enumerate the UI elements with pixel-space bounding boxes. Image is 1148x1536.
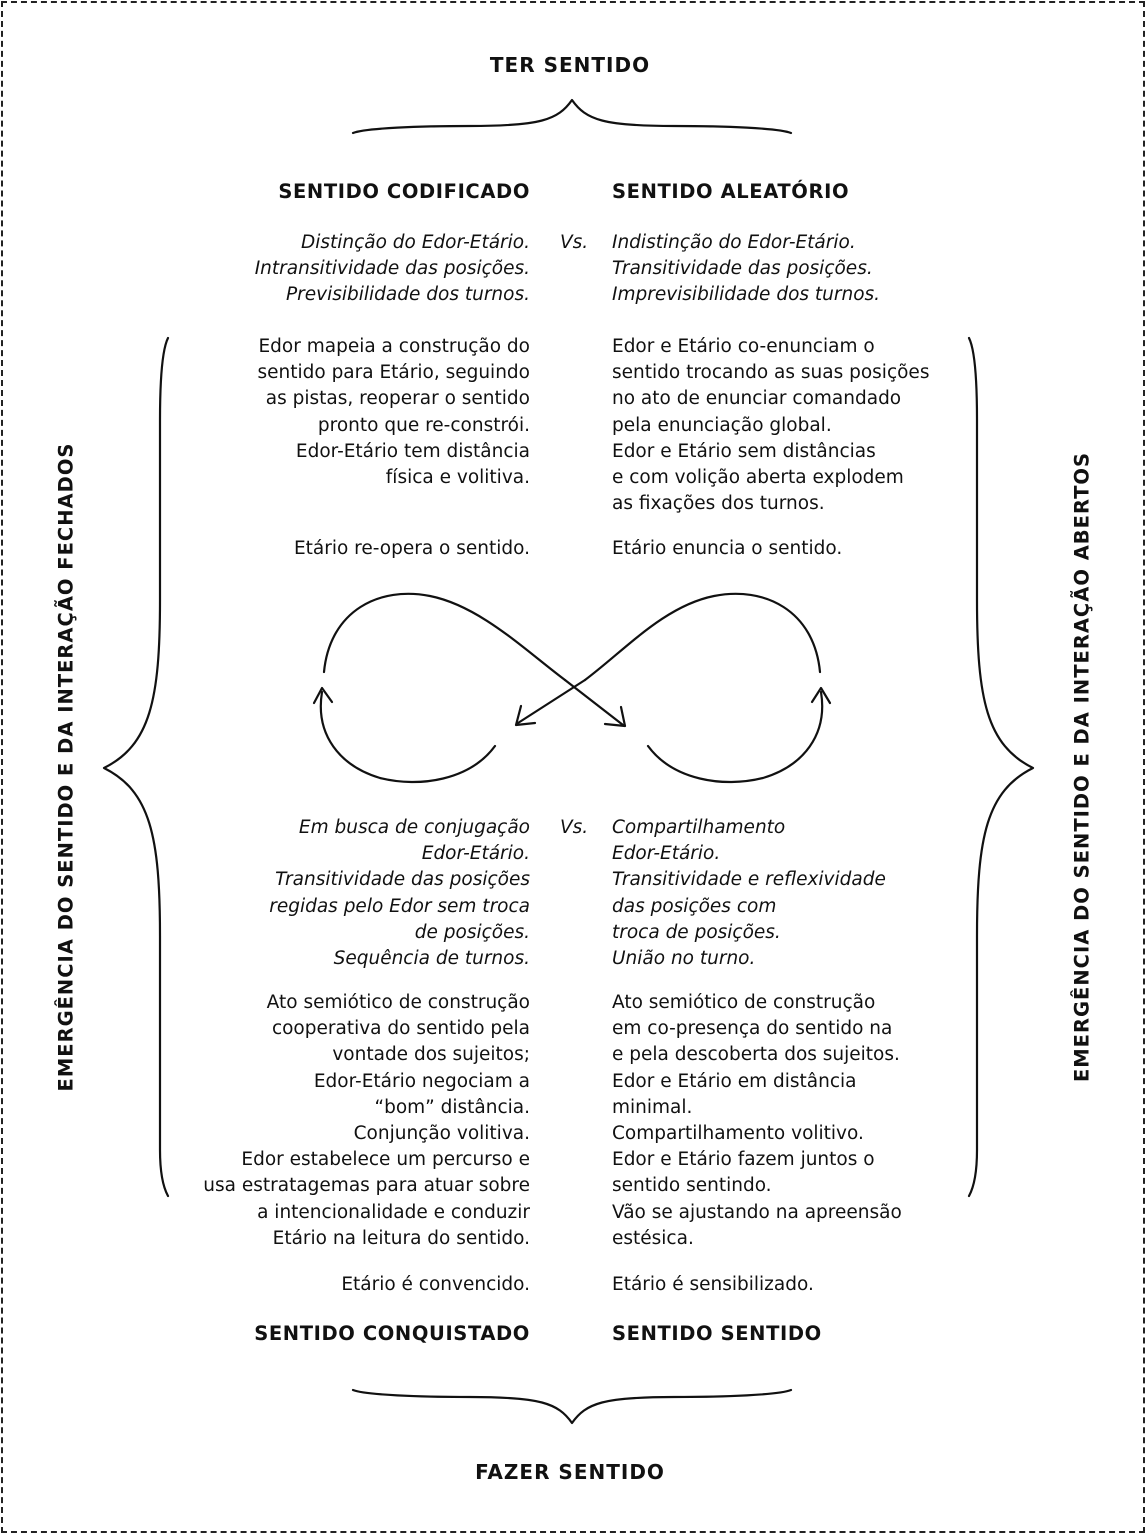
vs-label-upper: Vs. xyxy=(560,232,589,253)
upper-left-result: Etário re-opera o sentido. xyxy=(293,538,530,559)
heading-sentido-sentido: SENTIDO SENTIDO xyxy=(612,1322,822,1345)
lower-right-description: Ato semiótico de construção em co-presença do sentido na e pela descoberta dos sujeitos. Edor e Etário em distância minimal. Compartilhamento volitivo. Edor e Etário fazem juntos o sentido sentindo. Vão se ajustando na apreensão estésica. xyxy=(612,992,902,1249)
lower-right-traits: Compartilhamento Edor-Etário. Transitividade e reflexividade das posições com troca de posições. União no turno. xyxy=(612,817,886,970)
loop-left-lower-arc xyxy=(321,692,495,782)
loop-cross-to-left xyxy=(518,680,585,723)
lower-left-description: Ato semiótico de construção cooperativa do sentido pela vontade dos sujeitos; Edor-Etário negociam a “bom” distância. Conjunção volitiva. Edor estabelece um percurso e usa estratagemas para atuar sobre a intencionalidade e conduzir Etário na leitura do sentido. xyxy=(203,992,530,1249)
loop-left-arrowhead xyxy=(314,688,332,703)
loop-left-upper-arc xyxy=(324,594,565,680)
heading-sentido-conquistado: SENTIDO CONQUISTADO xyxy=(254,1322,530,1345)
upper-right-description: Edor e Etário co-enunciam o sentido trocando as suas posições no ato de enunciar comandado pela enunciação global. Edor e Etário sem distâncias e com volição aberta explodem as fixações dos turnos. xyxy=(612,336,930,515)
lower-right-result: Etário é sensibilizado. xyxy=(612,1274,814,1295)
heading-sentido-codificado: SENTIDO CODIFICADO xyxy=(278,180,530,203)
lower-left-result: Etário é convencido. xyxy=(341,1274,530,1295)
lower-left-traits: Em busca de conjugação Edor-Etário. Transitividade das posições regidas pelo Edor sem troca de posições. Sequência de turnos. xyxy=(269,817,530,970)
heading-sentido-aleatorio: SENTIDO ALEATÓRIO xyxy=(612,180,850,203)
vs-label-lower: Vs. xyxy=(560,817,589,838)
bottom-brace xyxy=(353,1390,791,1423)
left-brace xyxy=(104,338,168,1196)
bottom-title: FAZER SENTIDO xyxy=(475,1460,665,1484)
loop-right-upper-arc xyxy=(585,594,820,680)
upper-left-traits: Distinção do Edor-Etário. Intransitividade das posições. Previsibilidade dos turnos. xyxy=(254,232,530,306)
loop-right-lower-arc xyxy=(648,692,822,782)
left-side-label: EMERGÊNCIA DO SENTIDO E DA INTERAÇÃO FECHADOS xyxy=(54,442,78,1092)
upper-right-traits: Indistinção do Edor-Etário. Transitividade das posições. Imprevisibilidade dos turnos. xyxy=(612,232,881,306)
right-side-label: EMERGÊNCIA DO SENTIDO E DA INTERAÇÃO ABERTOS xyxy=(1070,451,1094,1083)
top-title: TER SENTIDO xyxy=(489,53,651,77)
top-brace xyxy=(353,100,791,133)
upper-right-result: Etário enuncia o sentido. xyxy=(612,538,843,559)
upper-left-description: Edor mapeia a construção do sentido para Etário, seguindo as pistas, reoperar o sentido pronto que re-constrói. Edor-Etário tem distância física e volitiva. xyxy=(257,336,530,489)
